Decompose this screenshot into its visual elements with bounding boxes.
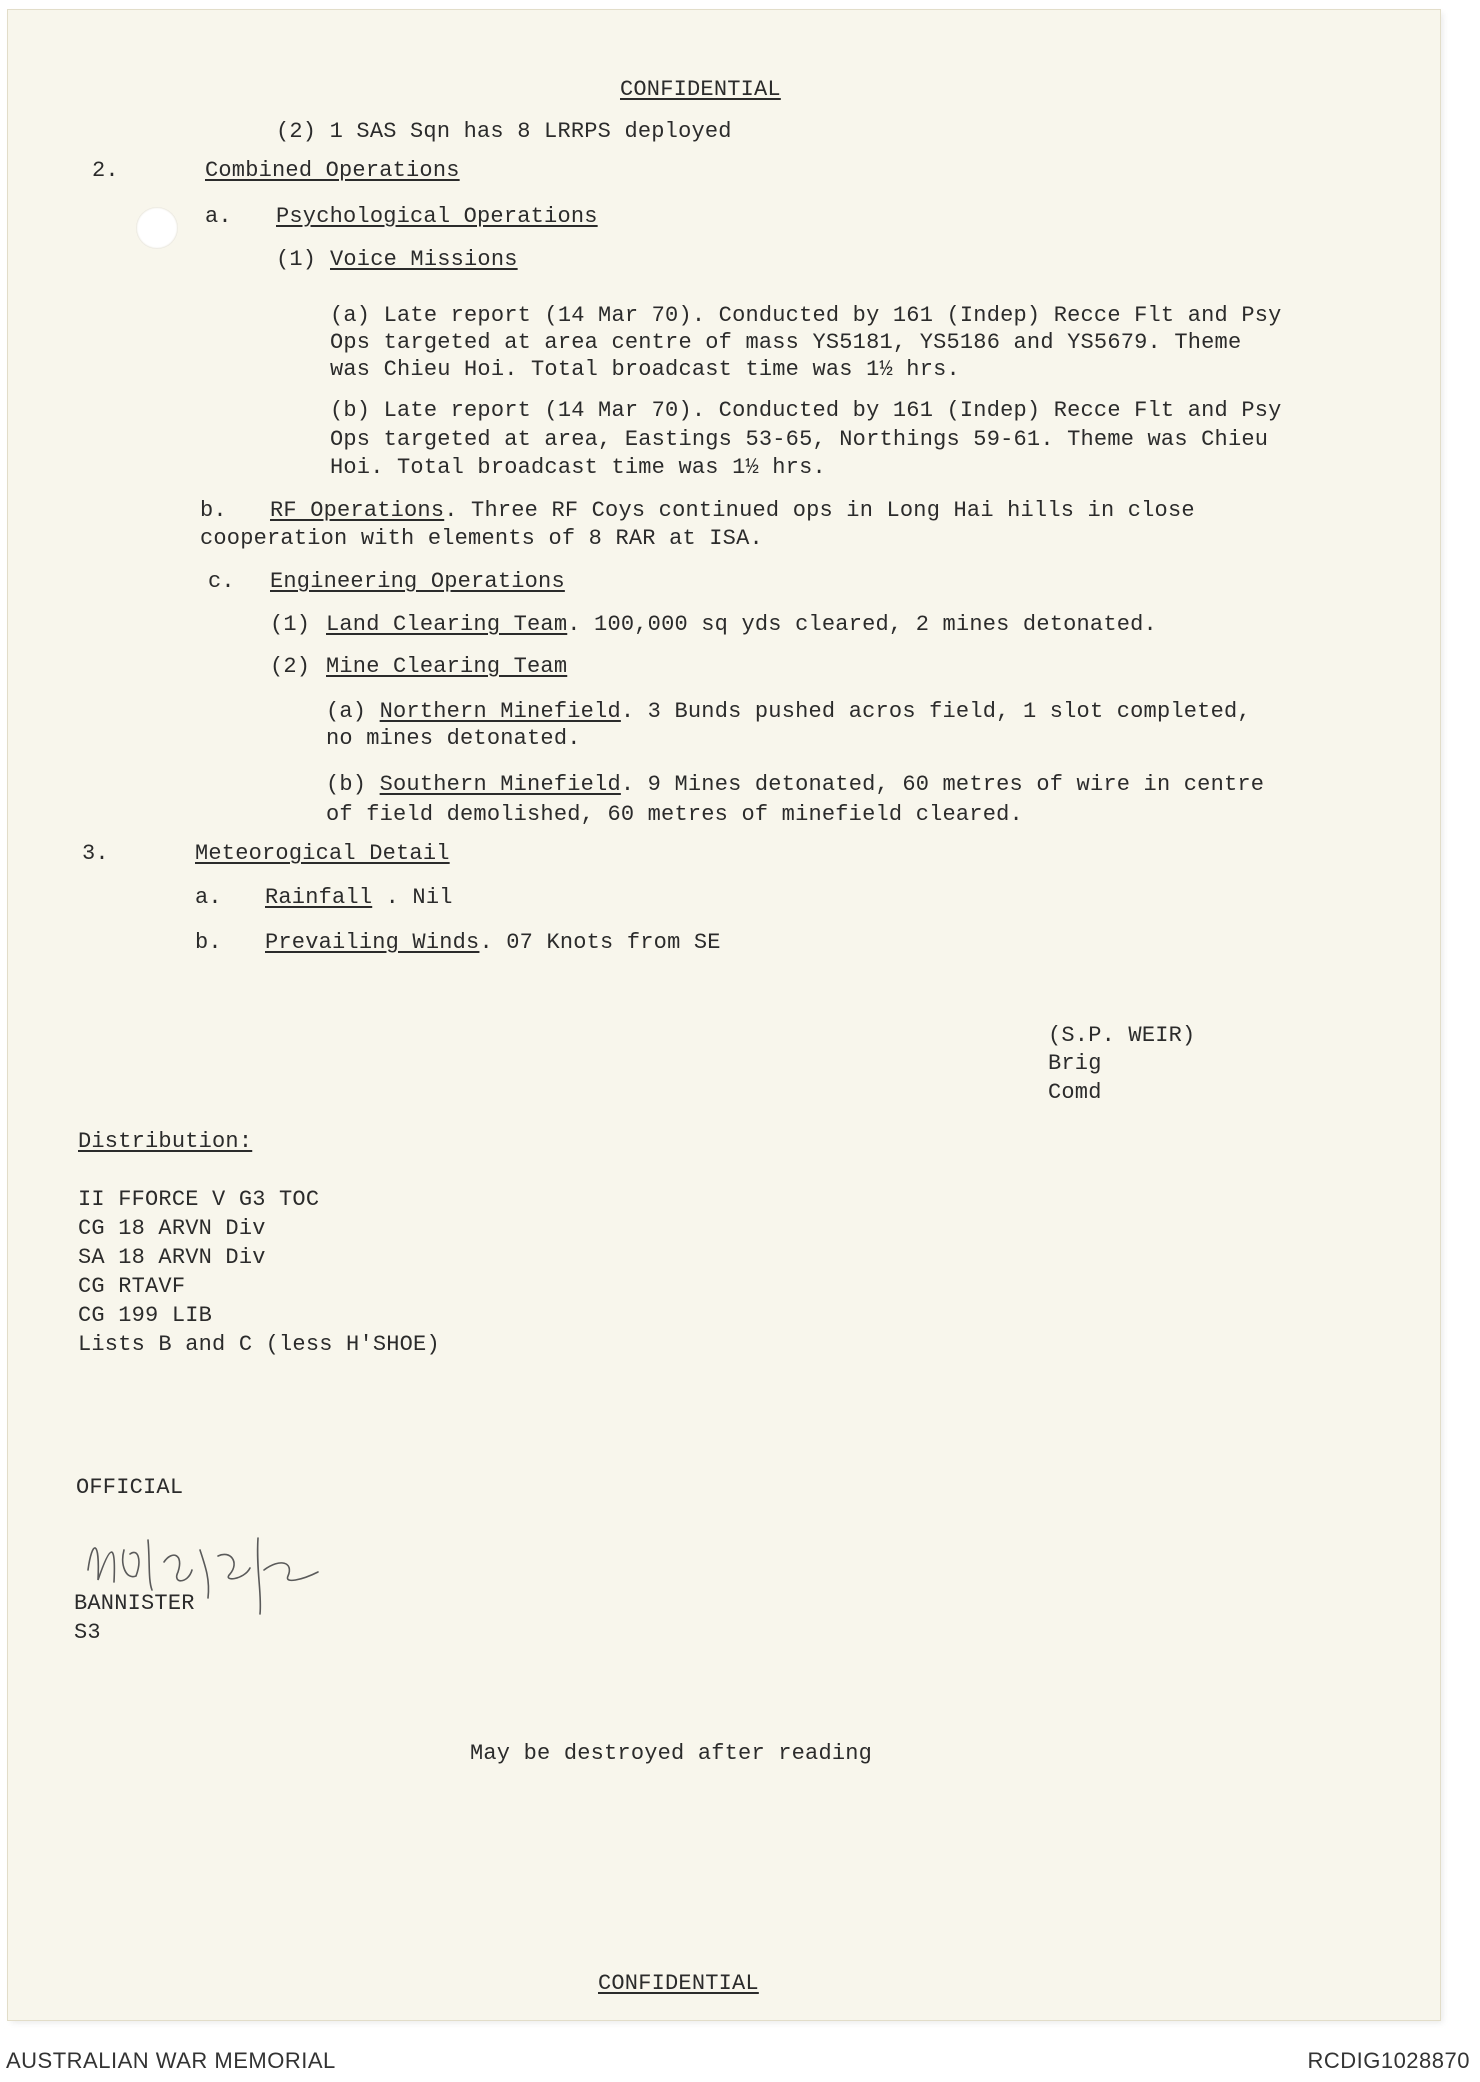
section-3b-letter: b. — [195, 930, 222, 955]
classification-footer: CONFIDENTIAL — [598, 1971, 759, 1996]
section-3-title: Meteorogical Detail — [195, 841, 450, 866]
distribution-item: SA 18 ARVN Div — [78, 1245, 266, 1270]
voice-item-a-line2: Ops targeted at area centre of mass YS5181, YS5186 and YS5679. Theme — [330, 330, 1242, 355]
section-2b-line1 — [270, 497, 1195, 525]
northern-minefield-title: Northern Minefield — [379, 699, 621, 724]
northern-minefield-line2: no mines detonated. — [326, 726, 581, 751]
land-clearing-line — [326, 611, 1157, 639]
section-3a-letter: a. — [195, 885, 222, 910]
section-2b-title: RF Operations — [270, 498, 445, 523]
distribution-item: Lists B and C (less H'SHOE) — [78, 1332, 440, 1357]
winds-title: Prevailing Winds — [265, 930, 480, 955]
section-2c-letter: c. — [208, 569, 235, 594]
signatory-role: Comd — [1048, 1080, 1102, 1105]
destroy-note: May be destroyed after reading — [470, 1741, 873, 1766]
voice-missions-title: Voice Missions — [330, 247, 518, 272]
rainfall-text: . Nil — [372, 885, 453, 910]
northern-minefield-line1 — [326, 698, 1251, 726]
intro-line: (2) 1 SAS Sqn has 8 LRRPS deployed — [276, 119, 732, 144]
northern-minefield-label: (a) — [326, 699, 367, 724]
section-2-title: Combined Operations — [205, 158, 460, 183]
section-2c-title: Engineering Operations — [270, 569, 565, 594]
southern-minefield-label: (b) — [326, 772, 367, 797]
watermark-left: AUSTRALIAN WAR MEMORIAL — [6, 2048, 336, 2073]
voice-missions-number: (1) — [276, 247, 317, 272]
voice-item-b-line1: (b) Late report (14 Mar 70). Conducted by 161 (Indep) Recce Flt and Psy — [330, 398, 1282, 423]
southern-minefield-text1: . 9 Mines detonated, 60 metres of wire in centre — [620, 772, 1265, 797]
land-clearing-title: Land Clearing Team — [326, 612, 568, 637]
mine-clearing-title: Mine Clearing Team — [326, 654, 568, 679]
section-2b-line2: cooperation with elements of 8 RAR at ISA. — [200, 526, 763, 551]
voice-item-a-line3: was Chieu Hoi. Total broadcast time was 1½ hrs. — [330, 357, 960, 382]
rainfall-title: Rainfall — [265, 885, 373, 910]
official-label: OFFICIAL — [76, 1475, 184, 1500]
classification-header: CONFIDENTIAL — [620, 77, 781, 102]
southern-minefield-line1 — [326, 771, 1264, 799]
section-2a-letter: a. — [205, 204, 232, 229]
rainfall-line — [265, 884, 453, 912]
distribution-title: Distribution: — [78, 1129, 253, 1154]
northern-minefield-text1: . 3 Bunds pushed acros field, 1 slot completed, — [620, 699, 1251, 724]
southern-minefield-line2: of field demolished, 60 metres of minefield cleared. — [326, 802, 1023, 827]
distribution-item: II FFORCE V G3 TOC — [78, 1187, 320, 1212]
official-name: BANNISTER — [74, 1591, 195, 1616]
voice-item-b-line3: Hoi. Total broadcast time was 1½ hrs. — [330, 455, 826, 480]
winds-line — [265, 929, 721, 957]
distribution-item: CG 199 LIB — [78, 1303, 213, 1328]
section-3-number: 3. — [82, 841, 109, 866]
voice-item-a-line1: (a) Late report (14 Mar 70). Conducted by 161 (Indep) Recce Flt and Psy — [330, 303, 1282, 328]
land-clearing-text: . 100,000 sq yds cleared, 2 mines detonated. — [567, 612, 1157, 637]
watermark-right: RCDIG1028870 — [1307, 2048, 1470, 2073]
signatory-name: (S.P. WEIR) — [1048, 1023, 1196, 1048]
voice-item-b-line2: Ops targeted at area, Eastings 53-65, Northings 59-61. Theme was Chieu — [330, 427, 1269, 452]
land-clearing-number: (1) — [270, 612, 311, 637]
distribution-item: CG 18 ARVN Div — [78, 1216, 266, 1241]
section-2-number: 2. — [92, 158, 119, 183]
signatory-rank: Brig — [1048, 1051, 1102, 1076]
punch-hole — [136, 207, 178, 249]
winds-text: . 07 Knots from SE — [479, 930, 721, 955]
mine-clearing-number: (2) — [270, 654, 311, 679]
section-2b-text1: . Three RF Coys continued ops in Long Hai hills in close — [444, 498, 1195, 523]
section-2b-letter: b. — [200, 498, 227, 523]
section-2a-title: Psychological Operations — [276, 204, 598, 229]
southern-minefield-title: Southern Minefield — [379, 772, 621, 797]
official-role: S3 — [74, 1620, 101, 1645]
distribution-item: CG RTAVF — [78, 1274, 186, 1299]
